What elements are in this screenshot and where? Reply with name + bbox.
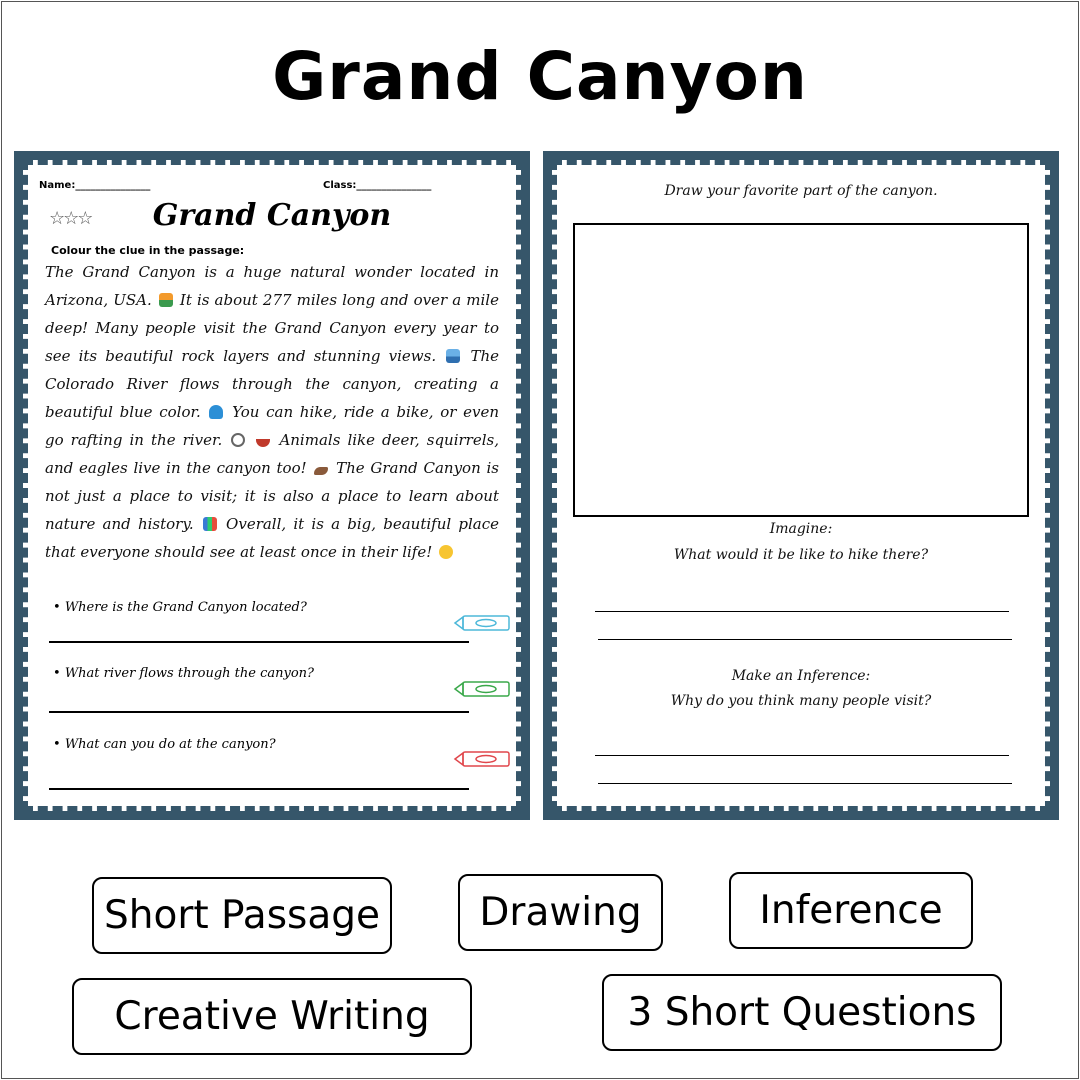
passage-sentence: You can hike, ride a bike, or even go rafting in the river. bbox=[45, 403, 499, 449]
books-icon bbox=[203, 517, 217, 531]
writing-line bbox=[598, 639, 1012, 640]
answer-line bbox=[49, 788, 469, 790]
imagine-heading: Imagine: bbox=[769, 521, 833, 537]
writing-line bbox=[598, 783, 1012, 784]
passage-sentence: The Colorado River flows through the canyon, creating a beautiful blue color. bbox=[45, 347, 499, 421]
class-field: Class:_______________ bbox=[323, 180, 432, 191]
worksheet-border bbox=[23, 160, 521, 811]
blue-crayon-icon bbox=[453, 614, 511, 636]
tag-short-passage: Short Passage bbox=[92, 877, 392, 954]
answer-line bbox=[49, 711, 469, 713]
mountain-lake-icon bbox=[446, 349, 460, 363]
worksheet-passage bbox=[14, 151, 530, 820]
worksheet-paper bbox=[560, 168, 1042, 803]
question-text: What river flows through the canyon? bbox=[64, 666, 315, 681]
name-field: Name:_______________ bbox=[39, 180, 151, 191]
green-crayon-icon bbox=[453, 680, 511, 702]
question-1: • Where is the Grand Canyon located? bbox=[53, 600, 307, 615]
passage-sentence: Overall, it is a big, beautiful place that everyone should see at least once in their life! bbox=[45, 515, 499, 561]
rating-stars-icon: ☆☆☆ bbox=[49, 208, 92, 229]
passage-sentence: The Grand Canyon is not just a place to visit; it is also a place to learn about nature and history. bbox=[45, 459, 499, 533]
inference-question: Why do you think many people visit? bbox=[670, 693, 932, 709]
passage-sentence: The Grand Canyon is a huge natural wonder located in Arizona, USA. bbox=[45, 263, 499, 309]
worksheet-border bbox=[552, 160, 1050, 811]
question-2: • What river flows through the canyon? bbox=[53, 666, 315, 681]
eagle-icon bbox=[314, 467, 328, 475]
water-wave-icon bbox=[209, 405, 223, 419]
cyclist-icon bbox=[231, 433, 245, 447]
passage-sentence: It is about 277 miles long and over a mile deep! Many people visit the Grand Canyon every year to see its beautiful rock layers and stunning views. bbox=[45, 291, 499, 365]
writing-line bbox=[595, 755, 1009, 756]
tag-creative-writing: Creative Writing bbox=[72, 978, 472, 1055]
reading-passage bbox=[45, 258, 499, 566]
instruction-text: Colour the clue in the passage: bbox=[51, 244, 245, 257]
smiling-face-icon bbox=[439, 545, 453, 559]
canoe-icon bbox=[256, 439, 270, 447]
question-text: What can you do at the canyon? bbox=[64, 737, 276, 752]
page-title: Grand Canyon bbox=[272, 38, 808, 115]
tag-inference: Inference bbox=[729, 872, 973, 949]
worksheet-paper bbox=[31, 168, 513, 803]
question-3: • What can you do at the canyon? bbox=[53, 737, 276, 752]
imagine-question: What would it be like to hike there? bbox=[673, 547, 929, 563]
writing-line bbox=[595, 611, 1009, 612]
question-text: Where is the Grand Canyon located? bbox=[64, 600, 307, 615]
draw-prompt: Draw your favorite part of the canyon. bbox=[664, 183, 938, 199]
red-crayon-icon bbox=[453, 750, 511, 772]
answer-line bbox=[49, 641, 469, 643]
worksheet-title: Grand Canyon bbox=[152, 198, 392, 233]
sunrise-over-mountains-icon bbox=[159, 293, 173, 307]
drawing-box bbox=[573, 223, 1029, 517]
inference-heading: Make an Inference: bbox=[731, 668, 871, 684]
passage-sentence: Animals like deer, squirrels, and eagles live in the canyon too! bbox=[45, 431, 499, 477]
tag-3-short-questions: 3 Short Questions bbox=[602, 974, 1002, 1051]
worksheet-activities bbox=[543, 151, 1059, 820]
tag-drawing: Drawing bbox=[458, 874, 663, 951]
